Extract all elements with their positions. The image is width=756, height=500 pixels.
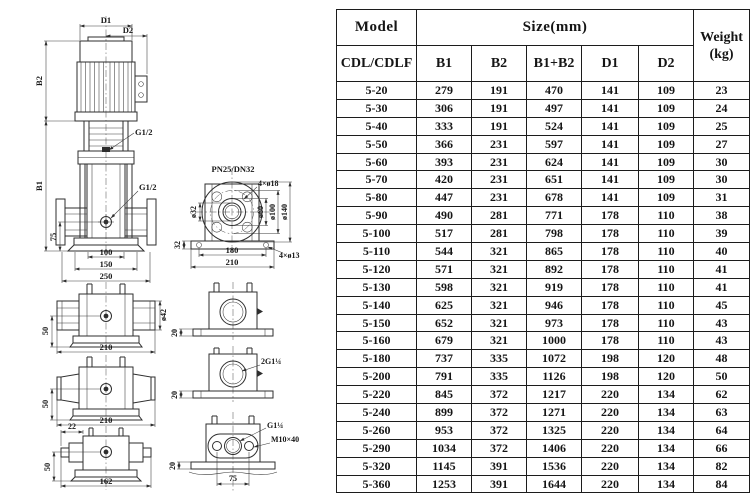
size-cell: 335: [472, 350, 527, 368]
model-cell: 5-200: [337, 368, 417, 386]
weight-cell: 82: [694, 457, 750, 475]
size-cell: 678: [527, 189, 582, 207]
model-cell: 5-130: [337, 278, 417, 296]
size-cell: 110: [639, 332, 694, 350]
size-cell: 134: [639, 457, 694, 475]
table-row: [337, 135, 750, 153]
size-cell: 141: [582, 189, 639, 207]
size-cell: 220: [582, 457, 639, 475]
size-cell: 798: [527, 225, 582, 243]
size-cell: 651: [527, 171, 582, 189]
size-cell: 333: [417, 117, 472, 135]
size-cell: 953: [417, 421, 472, 439]
size-cell: 110: [639, 225, 694, 243]
weight-cell: 50: [694, 368, 750, 386]
flange-spec-label: PN25/DN32: [211, 164, 255, 174]
table-row: [337, 439, 750, 457]
size-cell: 134: [639, 439, 694, 457]
size-cell: 420: [417, 171, 472, 189]
model-cell: 5-180: [337, 350, 417, 368]
size-cell: 178: [582, 207, 639, 225]
table-row: [337, 225, 750, 243]
pump-dimension-drawing: [0, 0, 333, 500]
side-a-dia42-label: ø42: [159, 309, 168, 321]
size-cell: 679: [417, 332, 472, 350]
model-cell: 5-80: [337, 189, 417, 207]
size-cell: 372: [472, 386, 527, 404]
size-cell: 845: [417, 386, 472, 404]
flange-bolt-base-label: 4×ø13: [279, 251, 300, 260]
model-cell: 5-120: [337, 260, 417, 278]
size-cell: 198: [582, 350, 639, 368]
table-row: [337, 386, 750, 404]
size-cell: 1406: [527, 439, 582, 457]
size-cell: 625: [417, 296, 472, 314]
header-col-b2: B2: [472, 46, 527, 82]
side-c-dim50-label: 50: [42, 462, 52, 472]
size-cell: 321: [472, 278, 527, 296]
size-cell: 191: [472, 82, 527, 100]
size-cell: 1145: [417, 457, 472, 475]
model-cell: 5-150: [337, 314, 417, 332]
flange-top-view: [173, 164, 300, 269]
size-cell: 624: [527, 153, 582, 171]
weight-cell: 64: [694, 421, 750, 439]
size-cell: 281: [472, 207, 527, 225]
port-c-dim75-label: 75: [229, 474, 237, 483]
side-c-dim22-label: 22: [68, 422, 76, 431]
size-cell: 306: [417, 99, 472, 117]
size-cell: 110: [639, 296, 694, 314]
main-front-view: [34, 15, 156, 283]
model-cell: 5-50: [337, 135, 417, 153]
port-c-dim20-label: 20: [168, 462, 177, 470]
table-row: [337, 332, 750, 350]
size-cell: 946: [527, 296, 582, 314]
table-row: [337, 207, 750, 225]
header-weight-line2: (kg): [709, 46, 734, 62]
header-col-b1: B1: [417, 46, 472, 82]
model-cell: 5-60: [337, 153, 417, 171]
model-cell: 5-30: [337, 99, 417, 117]
size-cell: 1000: [527, 332, 582, 350]
size-cell: 1536: [527, 457, 582, 475]
size-cell: 110: [639, 243, 694, 261]
weight-cell: 39: [694, 225, 750, 243]
size-cell: 220: [582, 475, 639, 493]
size-cell: 220: [582, 439, 639, 457]
weight-cell: 43: [694, 314, 750, 332]
port-b-dim20-label: 20: [170, 391, 179, 399]
port-view-b: [170, 346, 281, 402]
size-cell: 1034: [417, 439, 472, 457]
size-cell: 109: [639, 153, 694, 171]
size-cell: 231: [472, 135, 527, 153]
size-cell: 470: [527, 82, 582, 100]
size-cell: 571: [417, 260, 472, 278]
size-cell: 134: [639, 404, 694, 422]
weight-cell: 41: [694, 260, 750, 278]
model-cell: 5-320: [337, 457, 417, 475]
size-cell: 120: [639, 368, 694, 386]
size-cell: 109: [639, 135, 694, 153]
flange-dia32-label: ø32: [189, 206, 198, 218]
size-cell: 366: [417, 135, 472, 153]
model-cell: 5-220: [337, 386, 417, 404]
side-a-dim50-label: 50: [40, 326, 50, 336]
header-weight-line1: Weight: [700, 29, 743, 45]
size-cell: 178: [582, 278, 639, 296]
dim-label-b2: B2: [34, 76, 44, 86]
port-view-c: [168, 412, 299, 492]
size-cell: 335: [472, 368, 527, 386]
size-cell: 198: [582, 368, 639, 386]
size-cell: 110: [639, 278, 694, 296]
port-c-bolt-label: M10×40: [271, 435, 300, 444]
table-row: [337, 296, 750, 314]
flange-dia100-label: ø100: [268, 204, 277, 220]
table-row: [337, 153, 750, 171]
side-view-b: [40, 355, 155, 427]
table-row: [337, 260, 750, 278]
weight-cell: 41: [694, 278, 750, 296]
weight-cell: 25: [694, 117, 750, 135]
size-cell: 791: [417, 368, 472, 386]
size-cell: 178: [582, 243, 639, 261]
size-cell: 372: [472, 404, 527, 422]
weight-cell: 40: [694, 243, 750, 261]
weight-cell: 30: [694, 171, 750, 189]
weight-cell: 84: [694, 475, 750, 493]
size-cell: 120: [639, 350, 694, 368]
size-cell: 321: [472, 332, 527, 350]
size-cell: 109: [639, 171, 694, 189]
flange-dim180-label: 180: [225, 245, 239, 255]
size-table-panel: [333, 0, 756, 500]
dim-label-75: 75: [48, 232, 58, 242]
size-cell: 524: [527, 117, 582, 135]
model-cell: 5-110: [337, 243, 417, 261]
size-cell: 447: [417, 189, 472, 207]
size-cell: 178: [582, 260, 639, 278]
table-row: [337, 457, 750, 475]
size-cell: 110: [639, 260, 694, 278]
size-cell: 490: [417, 207, 472, 225]
size-cell: 109: [639, 117, 694, 135]
table-row: [337, 475, 750, 493]
header-size: Size(mm): [417, 10, 694, 46]
size-cell: 220: [582, 404, 639, 422]
dim-label-g12-upper: G1/2: [135, 127, 153, 137]
size-cell: 892: [527, 260, 582, 278]
size-cell: 109: [639, 99, 694, 117]
weight-cell: 43: [694, 332, 750, 350]
weight-cell: 24: [694, 99, 750, 117]
size-cell: 771: [527, 207, 582, 225]
size-cell: 109: [639, 189, 694, 207]
weight-cell: 48: [694, 350, 750, 368]
model-cell: 5-360: [337, 475, 417, 493]
size-cell: 865: [527, 243, 582, 261]
model-cell: 5-100: [337, 225, 417, 243]
table-row: [337, 171, 750, 189]
size-cell: 220: [582, 386, 639, 404]
port-c-thread-label: G1¼: [267, 421, 284, 430]
weight-cell: 27: [694, 135, 750, 153]
model-cell: 5-90: [337, 207, 417, 225]
size-cell: 231: [472, 171, 527, 189]
size-cell: 497: [527, 99, 582, 117]
size-cell: 178: [582, 332, 639, 350]
header-col-d2: D2: [639, 46, 694, 82]
size-cell: 919: [527, 278, 582, 296]
weight-cell: 62: [694, 386, 750, 404]
size-cell: 1253: [417, 475, 472, 493]
flange-dim32-label: 32: [173, 241, 182, 249]
size-cell: 141: [582, 135, 639, 153]
size-cell: 393: [417, 153, 472, 171]
header-model-sub: CDL/CDLF: [337, 46, 417, 82]
size-cell: 141: [582, 82, 639, 100]
weight-cell: 30: [694, 153, 750, 171]
size-cell: 220: [582, 421, 639, 439]
size-cell: 597: [527, 135, 582, 153]
size-cell: 517: [417, 225, 472, 243]
size-cell: 191: [472, 99, 527, 117]
flange-dia60-label: ø60: [256, 206, 265, 218]
size-cell: 141: [582, 99, 639, 117]
size-table: [336, 9, 750, 493]
size-table-header: [337, 10, 750, 82]
dim-label-250: 250: [99, 271, 113, 281]
model-cell: 5-290: [337, 439, 417, 457]
size-cell: 598: [417, 278, 472, 296]
dim-label-150: 150: [99, 259, 113, 269]
side-b-dim210-label: 210: [99, 415, 113, 425]
size-cell: 391: [472, 457, 527, 475]
table-row: [337, 278, 750, 296]
flange-dia140-label: ø140: [280, 204, 289, 220]
table-row: [337, 117, 750, 135]
size-cell: 1126: [527, 368, 582, 386]
dim-label-100: 100: [99, 247, 113, 257]
size-cell: 279: [417, 82, 472, 100]
weight-cell: 63: [694, 404, 750, 422]
flange-bolt-top-label: 4×ø18: [258, 179, 279, 188]
size-cell: 391: [472, 475, 527, 493]
flange-dim210-label: 210: [225, 257, 239, 267]
size-cell: 141: [582, 171, 639, 189]
size-cell: 321: [472, 243, 527, 261]
size-cell: 110: [639, 207, 694, 225]
size-cell: 178: [582, 296, 639, 314]
model-cell: 5-140: [337, 296, 417, 314]
dim-label-b1: B1: [34, 181, 44, 191]
model-cell: 5-160: [337, 332, 417, 350]
size-cell: 1271: [527, 404, 582, 422]
size-cell: 1217: [527, 386, 582, 404]
model-cell: 5-240: [337, 404, 417, 422]
table-row: [337, 421, 750, 439]
size-table-body: [337, 82, 750, 493]
table-row: [337, 82, 750, 100]
model-cell: 5-40: [337, 117, 417, 135]
size-cell: 141: [582, 153, 639, 171]
port-a-dim20-label: 20: [170, 329, 179, 337]
size-cell: 231: [472, 189, 527, 207]
port-view-a: [170, 282, 273, 340]
weight-cell: 31: [694, 189, 750, 207]
weight-cell: 45: [694, 296, 750, 314]
size-cell: 899: [417, 404, 472, 422]
model-cell: 5-260: [337, 421, 417, 439]
side-view-c: [42, 422, 151, 490]
size-cell: 178: [582, 225, 639, 243]
size-cell: 231: [472, 153, 527, 171]
dim-label-d2: D2: [122, 25, 134, 35]
table-row: [337, 189, 750, 207]
size-cell: 1072: [527, 350, 582, 368]
table-row: [337, 99, 750, 117]
size-cell: 372: [472, 421, 527, 439]
size-cell: 281: [472, 225, 527, 243]
side-view-a: [40, 282, 168, 354]
size-cell: 321: [472, 314, 527, 332]
size-cell: 372: [472, 439, 527, 457]
size-cell: 973: [527, 314, 582, 332]
table-row: [337, 368, 750, 386]
side-c-dim162-label: 162: [99, 476, 113, 486]
model-cell: 5-70: [337, 171, 417, 189]
size-cell: 191: [472, 117, 527, 135]
weight-cell: 23: [694, 82, 750, 100]
weight-cell: 66: [694, 439, 750, 457]
size-cell: 652: [417, 314, 472, 332]
size-cell: 1644: [527, 475, 582, 493]
size-cell: 737: [417, 350, 472, 368]
size-cell: 110: [639, 314, 694, 332]
dim-label-g12-lower: G1/2: [139, 182, 157, 192]
weight-cell: 38: [694, 207, 750, 225]
pump-drawing-svg: [0, 0, 333, 500]
header-weight: [694, 10, 750, 82]
side-b-dim50-label: 50: [40, 399, 50, 409]
table-row: [337, 404, 750, 422]
size-cell: 134: [639, 475, 694, 493]
size-cell: 141: [582, 117, 639, 135]
header-col-b1b2: B1+B2: [527, 46, 582, 82]
size-cell: 1325: [527, 421, 582, 439]
dim-label-d1: D1: [100, 15, 112, 25]
size-cell: 321: [472, 260, 527, 278]
size-cell: 109: [639, 82, 694, 100]
size-cell: 178: [582, 314, 639, 332]
table-row: [337, 350, 750, 368]
size-cell: 544: [417, 243, 472, 261]
size-cell: 321: [472, 296, 527, 314]
table-row: [337, 314, 750, 332]
header-col-d1: D1: [582, 46, 639, 82]
size-cell: 134: [639, 386, 694, 404]
table-row: [337, 243, 750, 261]
model-cell: 5-20: [337, 82, 417, 100]
port-b-thread-label: 2G1¼: [261, 357, 282, 366]
header-model: Model: [337, 10, 417, 46]
size-cell: 134: [639, 421, 694, 439]
side-a-dim210-label: 210: [99, 342, 113, 352]
